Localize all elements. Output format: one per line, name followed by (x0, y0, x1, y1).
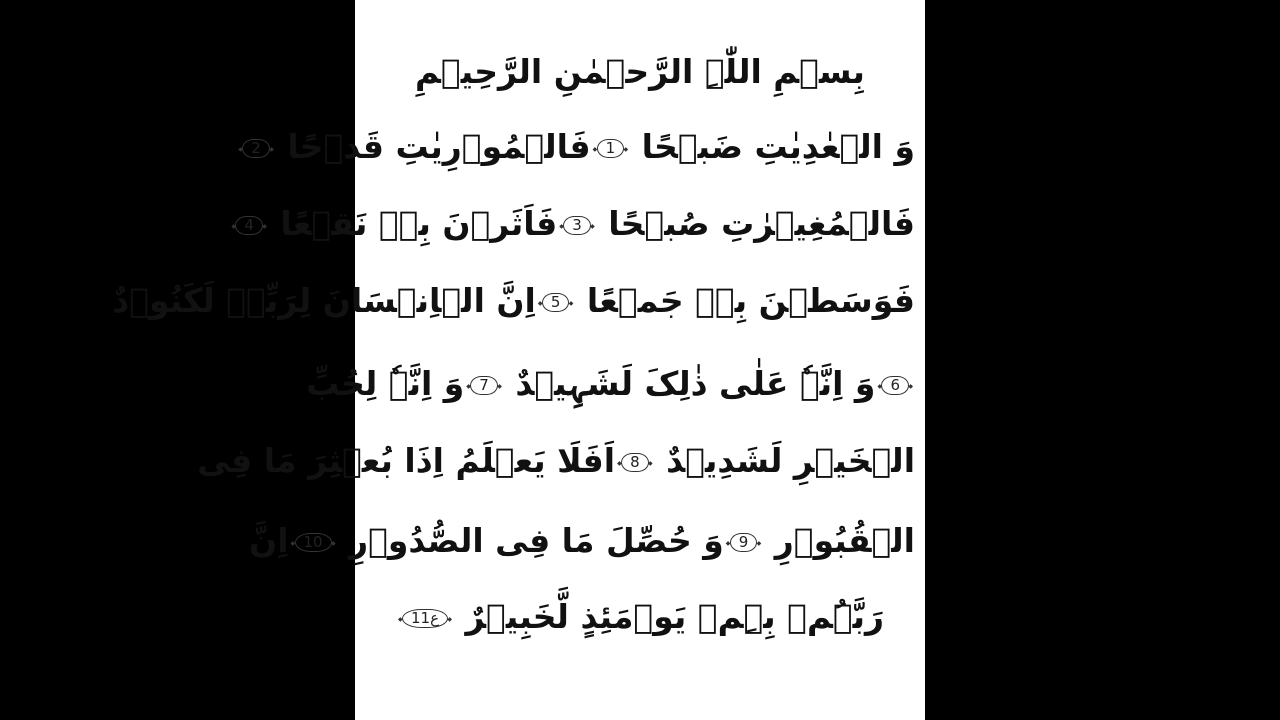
ayah-number-marker: ◆ 3 ◆ (563, 216, 591, 235)
verse-text: بِسۡمِ اللّٰہِ الرَّحۡمٰنِ الرَّحِیۡمِ (415, 52, 865, 91)
verse-line (244, 204, 915, 243)
verse-line (197, 441, 915, 480)
verse-text: اِنَّ (249, 521, 289, 560)
verse-text: وَ الۡعٰدِیٰتِ ضَبۡحًا (630, 127, 915, 166)
ayah-number-marker: ◆ 2 ◆ (242, 139, 270, 158)
verse-text: فَاَثَرۡنَ بِہٖ نَقۡعًا (268, 204, 558, 243)
verse-text: وَ حُصِّلَ مَا فِی الصُّدُوۡرِ (337, 521, 724, 560)
mushaf-page (112, 0, 925, 720)
ayah-number-marker: ◆ 10 ◆ (295, 533, 332, 552)
verse-text: فَوَسَطۡنَ بِہٖ جَمۡعًا (575, 281, 915, 320)
verse-text: وَ اِنَّہٗ لِحُبِّ (306, 364, 465, 403)
verse-text: اِنَّ الۡاِنۡسَانَ لِرَبِّہٖ لَکَنُوۡدٌ (112, 281, 536, 320)
verse-line (112, 281, 915, 320)
ayah-number-marker: ◆ 6 ◆ (881, 376, 909, 395)
verse-text: رَبَّہُمۡ بِہِمۡ یَوۡمَئِذٍ لَّخَبِیۡرٌ (454, 597, 885, 636)
verse-line (251, 127, 915, 166)
verse-line (306, 364, 915, 403)
verse-text: وَ اِنَّہٗ عَلٰی ذٰلِکَ لَشَہِیۡدٌ (503, 364, 876, 403)
ayah-number-marker: ◆ 9 ◆ (730, 533, 758, 552)
ayah-number-marker: ◆ 11ع ◆ (402, 609, 448, 628)
verse-text: الۡقُبُوۡرِ (763, 521, 915, 560)
verse-text: اَفَلَا یَعۡلَمُ اِذَا بُعۡثِرَ مَا فِی (197, 441, 616, 480)
verse-text: فَالۡمُوۡرِیٰتِ قَدۡحًا (275, 127, 591, 166)
verse-text: الۡخَیۡرِ لَشَدِیۡدٌ (654, 441, 915, 480)
verse-line (365, 52, 915, 91)
verse-line (365, 597, 915, 636)
verse-text: فَالۡمُغِیۡرٰتِ صُبۡحًا (596, 204, 915, 243)
ayah-number-marker: ◆ 1 ◆ (597, 139, 625, 158)
ayah-number-marker: ◆ 5 ◆ (542, 293, 570, 312)
ayah-number-marker: ◆ 8 ◆ (621, 453, 649, 472)
ayah-number-marker: ◆ 4 ◆ (235, 216, 263, 235)
ayah-number-marker: ◆ 7 ◆ (470, 376, 498, 395)
verse-line (249, 521, 915, 560)
